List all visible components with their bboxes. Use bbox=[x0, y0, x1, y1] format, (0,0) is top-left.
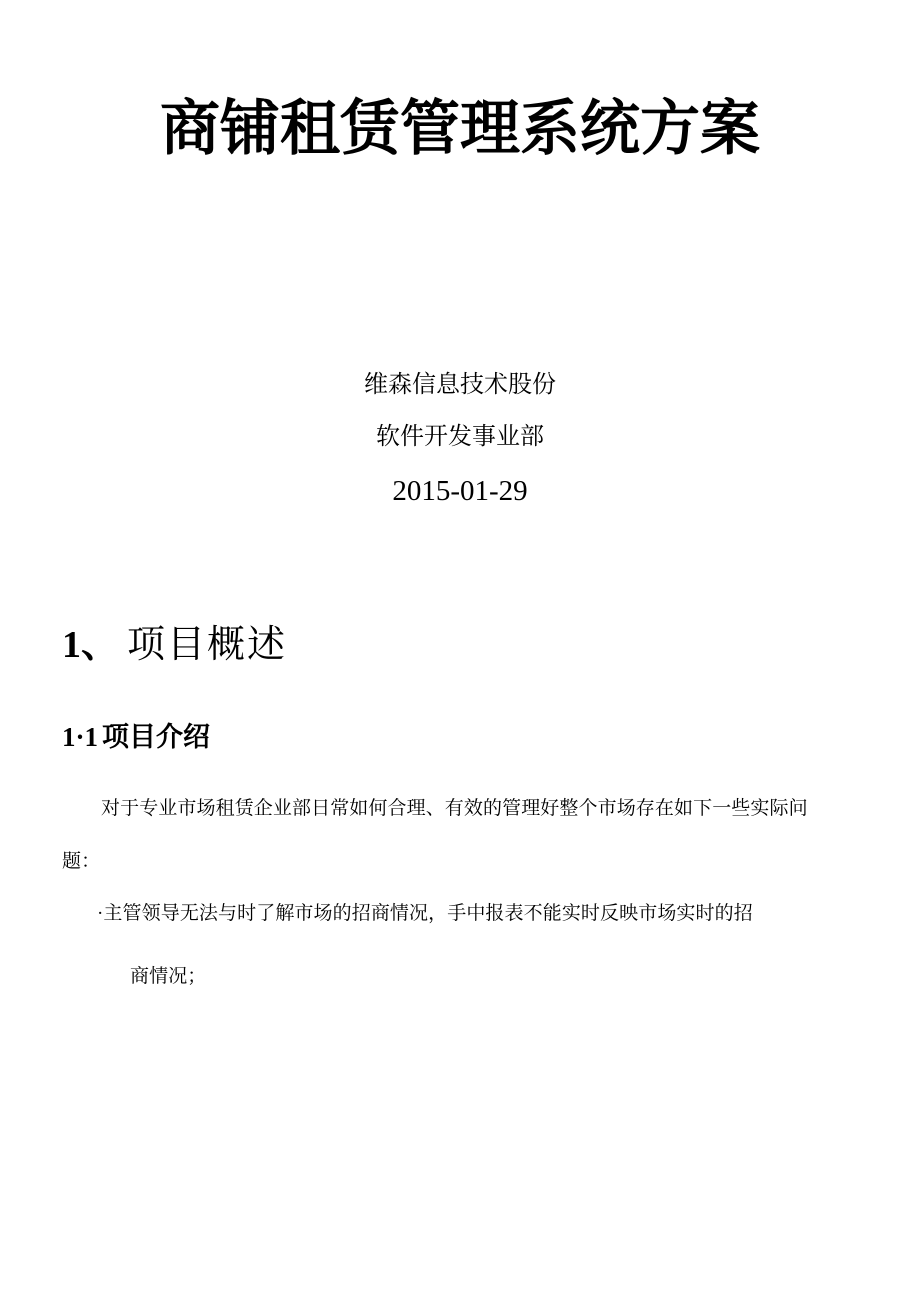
section-1-number: 1、 bbox=[62, 624, 120, 666]
document-title: 商铺租赁管理系统方案 bbox=[160, 96, 760, 162]
paragraph-line: 题： bbox=[62, 851, 101, 872]
section-1-1-number: 1·1 bbox=[62, 722, 99, 752]
cover-department-name: 软件开发事业部 bbox=[376, 424, 544, 450]
cover-company-name: 维森信息技术股份 bbox=[364, 372, 556, 398]
bullet-item-line: ·主管领导无法与时了解市场的招商情况，手中报表不能实时反映市场实时的招 bbox=[97, 903, 753, 924]
section-1-heading bbox=[62, 626, 287, 664]
section-1-title: 项目概述 bbox=[127, 624, 288, 666]
section-1-1-title: 项目介绍 bbox=[102, 722, 211, 752]
paragraph-line: 对于专业市场租赁企业部日常如何合理、有效的管理好整个市场存在如下一些实际问 bbox=[101, 798, 808, 819]
section-1-1-heading bbox=[62, 724, 210, 751]
bullet-item-line: 商情况； bbox=[130, 966, 207, 987]
cover-date: 2015-01-29 bbox=[392, 475, 528, 507]
